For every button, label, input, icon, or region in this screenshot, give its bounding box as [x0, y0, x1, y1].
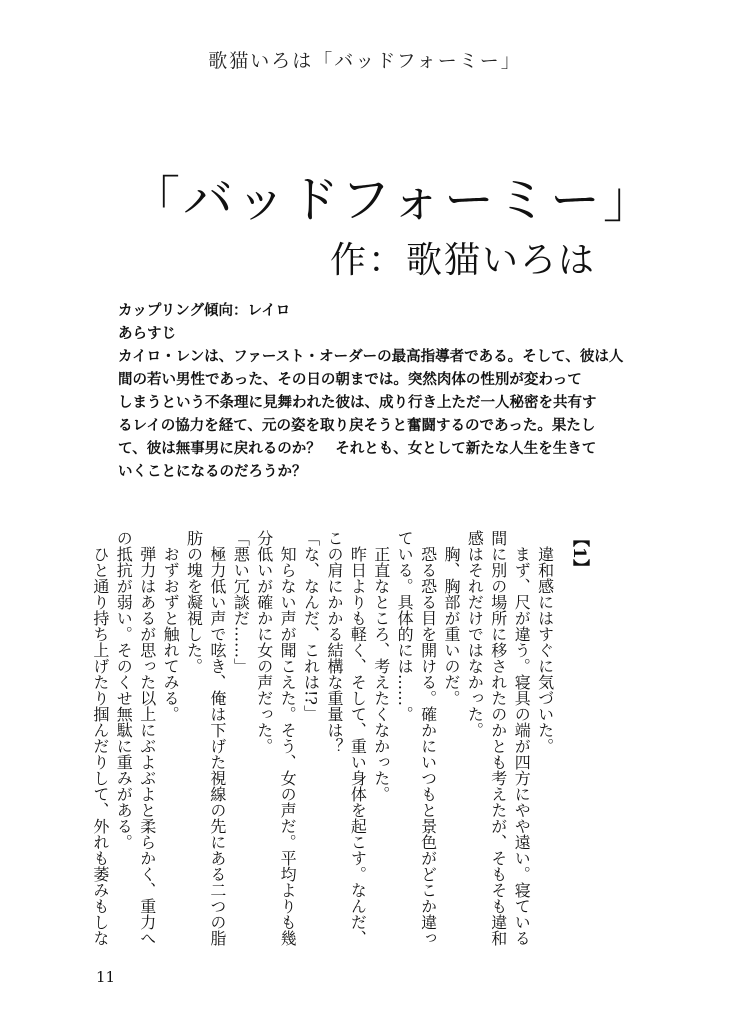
- body-column: 分低いが確かに女の声だった。: [254, 530, 274, 754]
- chapter-heading: 【1】: [569, 530, 589, 576]
- running-head: 歌猫いろは「バッドフォーミー」: [208, 50, 522, 72]
- body-column: ている。具体的には……。: [395, 530, 415, 722]
- body-column: 昨日よりも軽く、そして、重い身体を起こす。なんだ、: [348, 530, 368, 946]
- body-column: 間に別の場所に移されたのかとも考えたが、そもそも違和: [488, 530, 508, 946]
- synopsis-heading: あらすじ: [118, 326, 176, 342]
- body-column: 「悪い冗談だ……」: [231, 530, 251, 674]
- synopsis-line: しまうという不条理に見舞われた彼は、成り行き上ただ一人秘密を共有す: [118, 395, 597, 411]
- page-number: 11: [96, 968, 116, 986]
- synopsis-line: 間の若い男性であった、その日の朝までは。突然肉体の性別が変わって: [118, 372, 582, 388]
- body-column: の抵抗が弱い。そのくせ無駄に重みがある。: [114, 530, 134, 850]
- synopsis-block: [118, 300, 624, 484]
- body-text-vertical: [90, 530, 590, 946]
- body-column: この肩にかかる結構な重量は？: [324, 530, 344, 754]
- body-column: 正直なところ、考えたくなかった。: [371, 530, 391, 802]
- synopsis-line: いくことになるのだろうか？: [118, 464, 307, 480]
- body-column: 感はそれだけではなかった。: [465, 530, 485, 738]
- body-column: 極力低い声で呟き、俺は下げた視線の先にある二つの脂: [207, 530, 227, 946]
- body-column: ひと通り持ち上げたり掴んだりして、外れも萎みもしな: [90, 530, 110, 946]
- body-column: おずおずと触れてみる。: [161, 530, 181, 722]
- body-column: 弾力はあるが思った以上にぶよぶよと柔らかく、重力へ: [137, 530, 157, 946]
- pairing-line: カップリング傾向：レイロ: [118, 303, 291, 319]
- story-title: 「バッドフォーミー」: [130, 171, 656, 229]
- body-column: 「な、なんだ、これは!?」: [301, 530, 321, 722]
- body-column: 知らない声が聞こえた。そう、女の声だ。平均よりも幾: [278, 530, 298, 946]
- body-column: 胸、胸部が重いのだ。: [441, 530, 461, 706]
- body-column: まず、尺が違う。寝具の端が四方にやや遠い。寝ている: [512, 530, 532, 946]
- synopsis-line: るレイの協力を経て、元の姿を取り戻そうと奮闘するのであった。果たし: [118, 418, 596, 434]
- body-column: 肪の塊を凝視した。: [184, 530, 204, 674]
- synopsis-line: て、彼は無事男に戻れるのか？ それとも、女として新たな人生を生きて: [118, 441, 597, 457]
- synopsis-line: カイロ・レンは、ファースト・オーダーの最高指導者である。そして、彼は人: [118, 349, 624, 365]
- body-column: 違和感にはすぐに気づいた。: [535, 530, 555, 754]
- author-byline: 作：歌猫いろは: [330, 240, 597, 281]
- body-column: 恐る恐る目を開ける。確かにいつもと景色がどこか違っ: [418, 530, 438, 946]
